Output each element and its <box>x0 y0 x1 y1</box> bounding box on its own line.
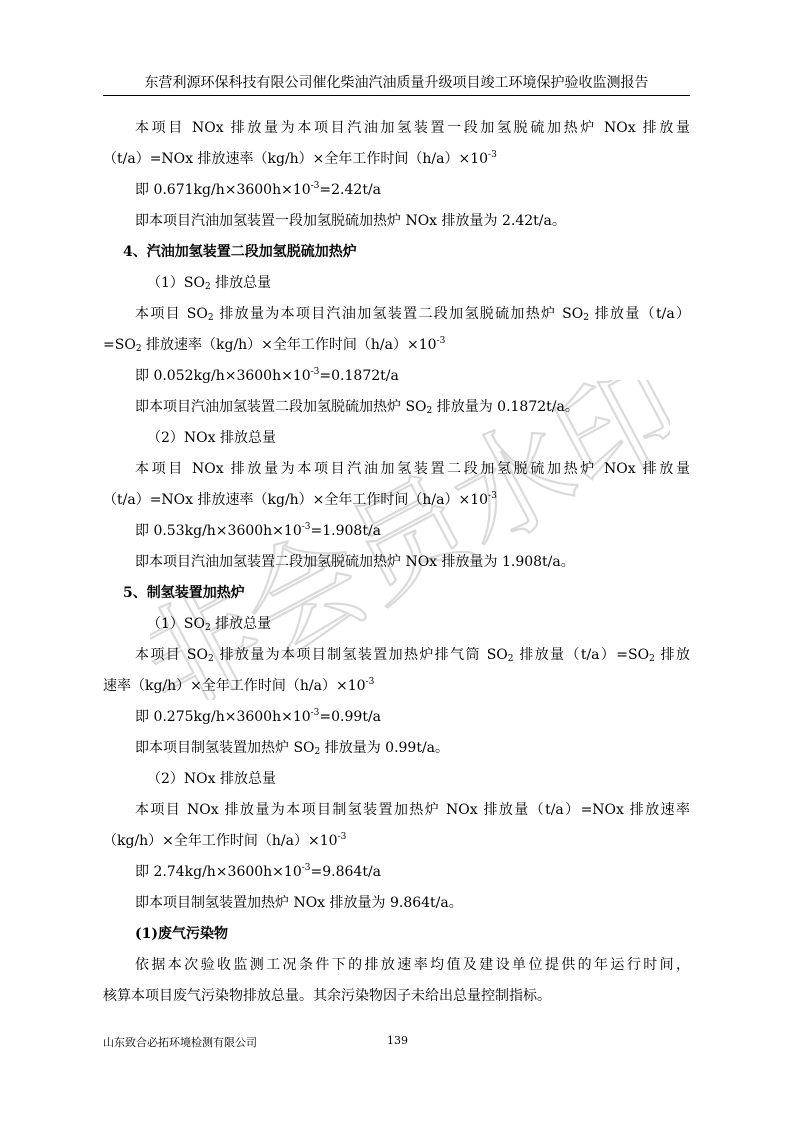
result-nox-stage1: 即本项目汽油加氢装置一段加氢脱硫加热炉 NOx 排放量为 2.42t/a。 <box>135 213 566 229</box>
paragraph-nox-stage2-line2: （t/a）=NOx 排放速率（kg/h）×全年工作时间$(h/a)\times 10^{-3}$ <box>103 491 497 508</box>
paragraph-nox-stage1-line2: （t/a）=NOx 排放速率（kg/h）×全年工作时间$(h/a)\times 10^{-3}$ <box>103 150 497 167</box>
subheading-5-so2: $(1)SO_2$ 排放总量 <box>147 616 272 633</box>
calc-nox-stage1: 即 $0.671kg/h\times 3600h\times 10^{-3}=2.42t/a$ <box>135 181 382 198</box>
paragraph-nox-stage2-line1: 本项目 NOx 排放量为本项目汽油加氢装置二段加氢脱硫加热炉 NOx 排放量 <box>135 461 690 477</box>
paragraph-so2-hydrogen-line2: 速率（kg/h）×全年工作时间$(h/a)\times 10^{-3}$ <box>103 677 375 694</box>
paragraph-so2-stage2-line2: $=SO_2$ 排放速率（kg/h）×全年工作时间$(h/a)\times 10^{-3}$ <box>103 336 446 354</box>
calc-nox-stage2: 即 $0.53kg/h\times 3600h\times 10^{-3}=1.908t/a$ <box>135 522 382 539</box>
subheading-4-nox: （2）NOx 排放总量 <box>147 430 276 446</box>
document-body <box>103 113 690 1012</box>
paragraph-summary-line1: 依据本次验收监测工况条件下的排放速率均值及建设单位提供的年运行时间， <box>135 957 690 973</box>
section-heading-waste-gas: (1)废气污染物 <box>135 926 228 942</box>
paragraph-nox-stage1-line1: 本项目 NOx 排放量为本项目汽油加氢装置一段加氢脱硫加热炉 NOx 排放量 <box>135 120 690 136</box>
result-nox-stage2: 即本项目汽油加氢装置二段加氢脱硫加热炉 NOx 排放量为 1.908t/a。 <box>135 554 575 570</box>
paragraph-so2-stage2-line1: 本项目 $SO_2$ 排放量为本项目汽油加氢装置二段加氢脱硫加热炉 $SO_2$ 排放量（t/a） <box>135 306 690 323</box>
paragraph-nox-hydrogen-line1: 本项目 NOx 排放量为本项目制氢装置加热炉 NOx 排放量（t/a）=NOx 排放速率 <box>135 802 690 818</box>
page-header-title: 东营利源环保科技有限公司催化柴油汽油质量升级项目竣工环境保护验收监测报告 <box>144 75 649 91</box>
calc-nox-hydrogen: 即 $2.74kg/h\times 3600h\times 10^{-3}=9.864t/a$ <box>135 863 382 880</box>
calc-so2-stage2: 即 $0.052kg/h\times 3600h\times 10^{-3}=0.1872t/a$ <box>135 367 399 384</box>
section-heading-5: 5、制氢装置加热炉 <box>123 585 245 601</box>
calc-so2-hydrogen: 即 $0.275kg/h\times 3600h\times 10^{-3}=0.99t/a$ <box>135 708 382 725</box>
footer-company: 山东致合必拓环境检测有限公司 <box>103 1036 257 1049</box>
header-rule <box>103 95 690 96</box>
paragraph-summary-line2: 核算本项目废气污染物排放总量。其余污染物因子未给出总量控制指标。 <box>103 988 551 1004</box>
watermark-text: 非会员水印 <box>150 380 670 700</box>
result-nox-hydrogen: 即本项目制氢装置加热炉 NOx 排放量为 9.864t/a。 <box>135 895 463 911</box>
paragraph-so2-hydrogen-line1: 本项目 $SO_2$ 排放量为本项目制氢装置加热炉排气筒 $SO_2$ 排放量$(t/a)=SO_2$ 排放 <box>135 647 690 664</box>
paragraph-nox-hydrogen-line2: （kg/h）×全年工作时间$(h/a)\times 10^{-3}$ <box>103 832 347 849</box>
subheading-5-nox: （2）NOx 排放总量 <box>147 771 276 787</box>
result-so2-stage2: 即本项目汽油加氢装置二段加氢脱硫加热炉 $SO_2$ 排放量为 0.1872t/a。 <box>135 399 579 416</box>
result-so2-hydrogen: 即本项目制氢装置加热炉 $SO_2$ 排放量为 0.99t/a。 <box>135 740 450 757</box>
section-heading-4: 4、汽油加氢装置二段加氢脱硫加热炉 <box>123 244 357 260</box>
subheading-4-so2: $(1)SO_2$ 排放总量 <box>147 275 272 292</box>
page-number: 139 <box>387 1034 408 1047</box>
